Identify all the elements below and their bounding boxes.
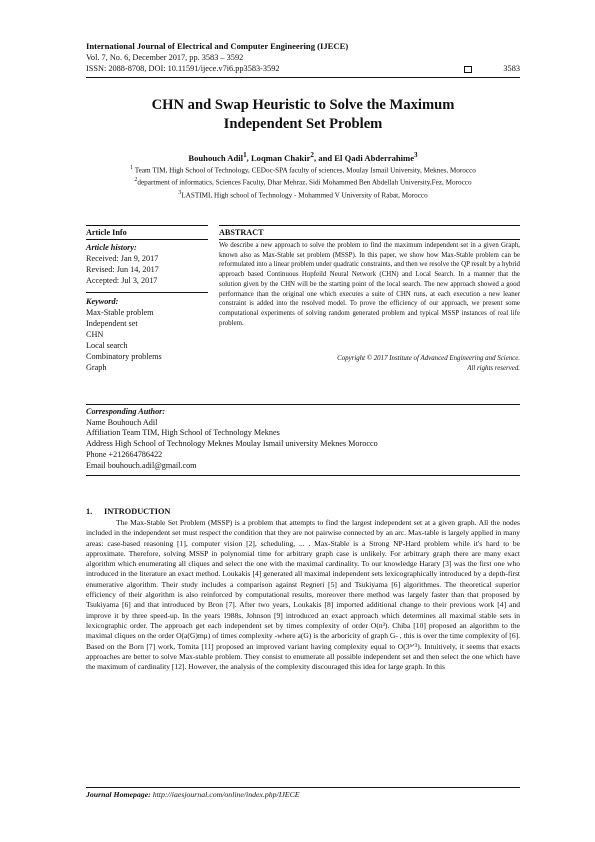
title-line-2: Independent Set Problem <box>223 115 383 132</box>
keyword-item: Graph <box>86 363 107 372</box>
copyright-line-1: Copyright © 2017 Institute of Advanced Engineering and Science. <box>337 355 520 362</box>
author-3: El Qadi Abderrahime <box>334 152 415 163</box>
received-date: Received: Jan 9, 2017 <box>86 254 159 263</box>
corresponding-email[interactable]: Email bouhouch.adil@gmail.com <box>86 460 197 470</box>
abstract-text: We describe a new approach to solve the problem to find the maximum independent set in a given Graph, known also as Max-Stable set problem (MSSP). In this paper, we show how Max-Stable problem can be reformulated into a linear problem under quadratic constraints, and then we resolve the QP result by a hybrid approach based Continuous Hopfeild Neural Network (CHN) and Local Search. In a manner that the solution given by the CHN will be the starting point of the local search. The new approach showed a good performance than the original one which executes a suite of CHN runs, at each execution a new leaner constraint is added into the resolved model. To prove the efficiency of our approach, we present some computational experiments of solving random generated problem and typical MSSP instances of real life problem. <box>219 242 520 327</box>
author-1: Bouhouch Adil <box>188 152 244 163</box>
corresponding-affiliation: Affiliation Team TIM, High School of Technology Meknes <box>86 428 280 438</box>
author-1-sup: 1 <box>243 151 247 159</box>
copyright-line-2: All rights reserved. <box>467 365 520 373</box>
corresponding-label: Corresponding Author: <box>86 407 166 416</box>
keyword-item: Independent set <box>86 319 138 328</box>
keyword-block <box>86 296 208 373</box>
corresponding-author <box>86 407 520 471</box>
running-header <box>86 41 520 74</box>
affiliation-sup: 1 <box>130 165 134 171</box>
journal-name: International Journal of Electrical and Computer Engineering (IJECE) <box>86 41 349 51</box>
corresponding-name: Name Bouhouch Adil <box>86 417 158 427</box>
section-heading <box>86 507 170 516</box>
section-title: INTRODUCTION <box>104 507 171 516</box>
keyword-item: Max-Stable problem <box>86 308 154 317</box>
corresponding-rule <box>86 404 520 405</box>
footer-rule <box>86 787 520 788</box>
affiliation-sup: 2 <box>134 177 138 184</box>
header-rule <box>86 77 520 78</box>
paper-title <box>86 96 520 133</box>
info-top-rule <box>86 225 208 226</box>
revised-date: Revised: Jun 14, 2017 <box>86 265 159 274</box>
abstract-heading: ABSTRACT <box>219 228 264 237</box>
affiliation-text: LASTIMI, High school of Technology - Mohammed V University of Rabat, Morocco <box>181 191 428 200</box>
volume-line: Vol. 7, No. 6, December 2017, pp. 3583 – 3592 <box>86 53 244 62</box>
keyword-rule <box>86 292 208 293</box>
square-icon <box>464 66 472 73</box>
accepted-date: Accepted: Jul 3, 2017 <box>86 276 158 285</box>
author-3-sup: 3 <box>414 151 418 159</box>
author-list <box>86 151 520 163</box>
affiliation-1 <box>86 163 520 175</box>
issn-line: ISSN: 2088-8708, DOI: 10.11591/ijece.v7i6.pp3583-3592 <box>86 64 280 73</box>
keyword-label: Keyword: <box>86 297 119 306</box>
affiliation-text: department of informatics, Sciences Faculty, Dhar Mehraz, Sidi Mohammed Ben Abdellah University,Fez, Morocco <box>137 178 472 187</box>
affiliation-sup: 3 <box>178 189 182 196</box>
info-head-rule <box>86 239 208 240</box>
author-2: Loqman Chakir <box>250 152 311 163</box>
affiliation-2 <box>86 175 520 187</box>
page-number: 3583 <box>503 64 520 73</box>
author-separator: , and <box>313 152 335 163</box>
abstract-head-rule <box>219 239 520 240</box>
author-separator: , <box>246 152 251 163</box>
article-history <box>86 242 208 286</box>
intro-paragraph <box>86 518 520 672</box>
page-footer <box>86 790 520 799</box>
title-line-1: CHN and Swap Heuristic to Solve the Maximum <box>151 97 455 113</box>
corresponding-phone: Phone +212664786422 <box>86 449 163 459</box>
affiliations <box>86 163 520 200</box>
abstract-top-rule <box>219 225 520 226</box>
keyword-item: CHN <box>86 330 104 339</box>
keyword-item: Local search <box>86 341 128 350</box>
intro-text: The Max-Stable Set Problem (MSSP) is a problem that attempts to find the largest independent set at a given graph. All the nodes included in the independent set must respect the condition that they are not pairwise connected by an arc. Max-table is largely applied in many areas: case-based reasoning [1], computer vision [2], scheduling, ... . Max-Stable is a Strong NP-Hard problem while it's hard to be approximate. Therefore, solving MSSP in polynomial time for arbitrary graph case is unlikely. For arbitrary graph there are many exact algorithm which enumerating all cliques and select the one with the maximal cardinality. To our knowledge Harary [3] was the first one who introduced in the literature an exact method. Loukakis [4] generated all maximal independent sets lexicographically introduced by a depth-first enumerative algorithm. Their study includes a comparison against Regneri [5] and Tsukiyama [6] algorithmes. The theoretical superior efficiency of their algorithm is also reinforced by computational results, moreover there method was largely faster than that proposed by Tsukiyama [6] and that introduced by Bron [7]. After two years, Loukakis [8] imported additional change to their previous work [4] and improve it by three speed-up. In the years 1988s, Johnson [9] introduced an exact approach which determines all maximal stable sets in lexicographic order. The approach get each independent set by times complexity of order O(n³). Chiba [10] proposed an algorithm to the maximal cliques on the order O(a(G)mμ) of times complexity -where a(G) is the arboricity of graph G- , this is over the time complexity of [6]. Based on the Born [7] work, Tomita [11] proposed an improved variant having complexity equal to O(3ⁿᐟ³). Intuitively, it seems that exacts approaches are better to solve Max-stable problem. They consist to enumerate all possible independent set and then select the one which have the maximum of cardinality [12]. However, the analysis of the complexity discouraged this idea for large graph. In this <box>86 518 520 672</box>
homepage-link[interactable]: http://iaesjournal.com/online/index.php/IJECE <box>152 790 300 799</box>
issn-row <box>86 63 520 74</box>
keyword-item: Combinatory problems <box>86 352 162 361</box>
section-number: 1. <box>86 507 93 516</box>
article-info-heading: Article Info <box>86 228 127 237</box>
author-2-sup: 2 <box>310 151 314 159</box>
corresponding-address: Address High School of Technology Meknes Moulay Ismail university Meknes Morocco <box>86 439 378 449</box>
footer-label: Journal Homepage: <box>86 790 151 799</box>
affiliation-text: Team TIM, High School of Technology, CEDoc-SPA faculty of sciences, Moulay Ismail University, Meknes, Morocco <box>133 166 476 175</box>
affiliation-3 <box>86 188 520 200</box>
copyright-notice <box>219 354 520 374</box>
corresponding-bottom-rule <box>86 475 520 476</box>
history-label: Article history: <box>86 243 137 252</box>
